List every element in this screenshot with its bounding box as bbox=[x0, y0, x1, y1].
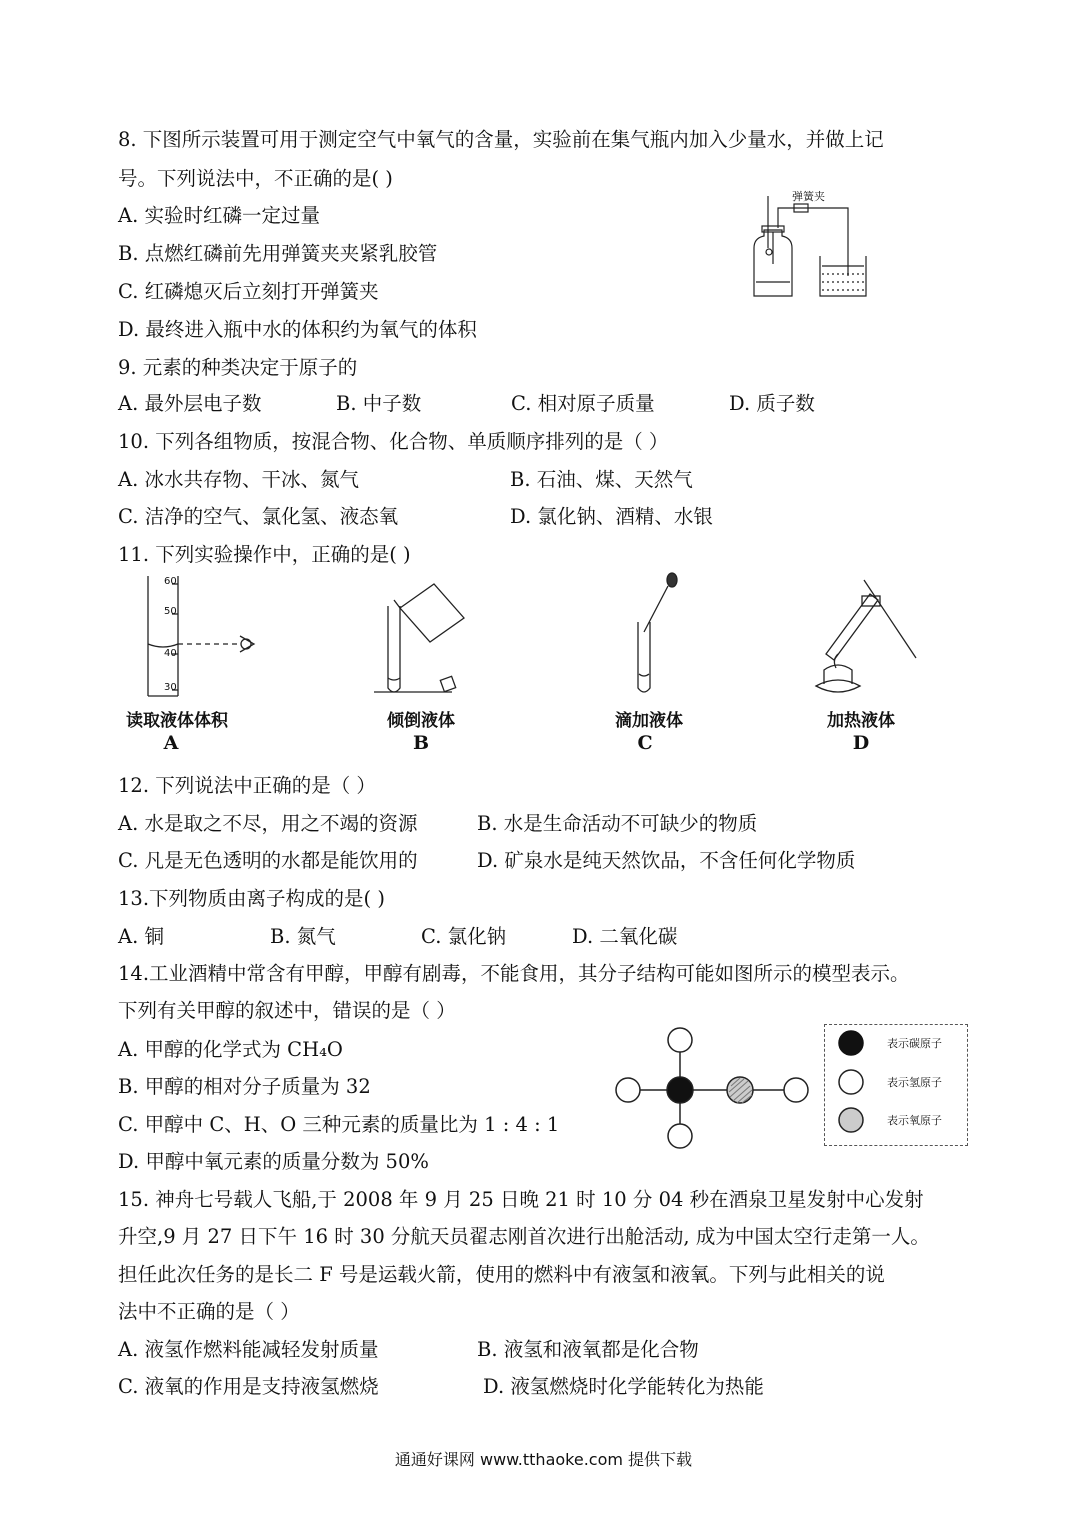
caption-c: 滴加液体 bbox=[615, 711, 683, 731]
q15-line1: 15. 神舟七号载人飞船,于 2008 年 9 月 25 日晚 21 时 10 分 04 秒在酒泉卫星发射中心发射 bbox=[118, 1188, 924, 1211]
q13-option-d: D. 二氧化碳 bbox=[572, 925, 678, 948]
q14-stem-line1: 14.工业酒精中常含有甲醇，甲醇有剧毒，不能食用，其分子结构可能如图所示的模型表示。 bbox=[118, 962, 910, 985]
q13-stem: 13.下列物质由离子构成的是( ) bbox=[118, 887, 385, 910]
caption-a: 读取液体体积 bbox=[126, 711, 228, 731]
q15-option-a: A. 液氢作燃料能减轻发射质量 bbox=[118, 1338, 379, 1361]
letter-d: D bbox=[852, 732, 870, 754]
q9-option-c: C. 相对原子质量 bbox=[511, 392, 655, 415]
q12-option-d: D. 矿泉水是纯天然饮品，不含任何化学物质 bbox=[477, 849, 856, 872]
figure-pour-liquid bbox=[372, 578, 482, 698]
q14-option-c: C. 甲醇中 C、H、O 三种元素的质量比为 1 : 4 : 1 bbox=[118, 1113, 560, 1136]
q13-option-b: B. 氮气 bbox=[270, 925, 336, 948]
q15-option-d: D. 液氢燃烧时化学能转化为热能 bbox=[483, 1375, 764, 1398]
q13-option-a: A. 铜 bbox=[118, 925, 164, 948]
spring-clip-label: 弹簧夹 bbox=[792, 190, 825, 203]
q10-stem: 10. 下列各组物质，按混合物、化合物、单质顺序排列的是（ ） bbox=[118, 430, 669, 453]
letter-b: B bbox=[412, 732, 430, 754]
legend-oxygen: 表示氧原子 bbox=[887, 1114, 942, 1127]
q15-line2: 升空,9 月 27 日下午 16 时 30 分航天员翟志刚首次进行出舱活动, 成为中国太空行走第一人。 bbox=[118, 1225, 930, 1248]
scale-40: 40 bbox=[164, 648, 177, 659]
q15-line3: 担任此次任务的是长二 F 号是运载火箭，使用的燃料中有液氢和液氧。下列与此相关的说 bbox=[118, 1263, 885, 1286]
q10-option-a: A. 冰水共存物、干冰、氮气 bbox=[118, 468, 359, 491]
caption-d: 加热液体 bbox=[827, 711, 895, 731]
q14-option-d: D. 甲醇中氧元素的质量分数为 50% bbox=[118, 1150, 429, 1173]
q8-option-c: C. 红磷熄灭后立刻打开弹簧夹 bbox=[118, 280, 379, 303]
letter-c: C bbox=[637, 732, 653, 754]
page-footer: 通通好课网 www.tthaoke.com 提供下载 bbox=[394, 1450, 693, 1469]
q8-option-b: B. 点燃红磷前先用弹簧夹夹紧乳胶管 bbox=[118, 242, 438, 265]
q14-option-b: B. 甲醇的相对分子质量为 32 bbox=[118, 1075, 371, 1098]
scale-30: 30 bbox=[164, 682, 177, 693]
q12-stem: 12. 下列说法中正确的是（ ） bbox=[118, 774, 376, 797]
q10-option-c: C. 洁净的空气、氯化氢、液态氧 bbox=[118, 505, 399, 528]
q15-option-c: C. 液氧的作用是支持液氢燃烧 bbox=[118, 1375, 379, 1398]
q12-option-a: A. 水是取之不尽，用之不竭的资源 bbox=[118, 812, 418, 835]
q15-line4: 法中不正确的是（ ） bbox=[118, 1300, 300, 1323]
q8-option-d: D. 最终进入瓶中水的体积约为氧气的体积 bbox=[118, 318, 477, 341]
methanol-model-figure bbox=[612, 1026, 812, 1152]
legend-hydrogen: 表示氢原子 bbox=[887, 1076, 942, 1089]
q8-stem-line2: 号。下列说法中，不正确的是( ) bbox=[118, 167, 393, 190]
q9-option-d: D. 质子数 bbox=[729, 392, 815, 415]
figure-heat-liquid bbox=[804, 574, 924, 699]
q9-option-b: B. 中子数 bbox=[336, 392, 422, 415]
scale-50: 50 bbox=[164, 606, 177, 617]
q12-option-c: C. 凡是无色透明的水都是能饮用的 bbox=[118, 849, 418, 872]
legend-carbon: 表示碳原子 bbox=[887, 1037, 942, 1050]
atom-legend bbox=[824, 1024, 968, 1146]
q9-stem: 9. 元素的种类决定于原子的 bbox=[118, 356, 358, 379]
q12-option-b: B. 水是生命活动不可缺少的物质 bbox=[477, 812, 758, 835]
q8-stem-line1: 8. 下图所示装置可用于测定空气中氧气的含量，实验前在集气瓶内加入少量水，并做上记 bbox=[118, 128, 884, 151]
scale-60: 60 bbox=[164, 576, 177, 587]
q14-option-a: A. 甲醇的化学式为 CH₄O bbox=[118, 1038, 343, 1061]
q10-option-b: B. 石油、煤、天然气 bbox=[510, 468, 693, 491]
q8-option-a: A. 实验时红磷一定过量 bbox=[118, 204, 320, 227]
figure-read-volume bbox=[128, 574, 278, 699]
letter-a: A bbox=[163, 732, 179, 754]
q15-option-b: B. 液氢和液氧都是化合物 bbox=[477, 1338, 699, 1361]
caption-b: 倾倒液体 bbox=[387, 711, 455, 731]
q11-stem: 11. 下列实验操作中，正确的是( ) bbox=[118, 543, 411, 566]
q9-option-a: A. 最外层电子数 bbox=[118, 392, 262, 415]
q10-option-d: D. 氯化钠、酒精、水银 bbox=[510, 505, 713, 528]
figure-drop-liquid bbox=[624, 572, 684, 700]
oxygen-apparatus-figure bbox=[742, 186, 872, 306]
q13-option-c: C. 氯化钠 bbox=[421, 925, 507, 948]
q14-stem-line2: 下列有关甲醇的叙述中，错误的是（ ） bbox=[118, 999, 456, 1022]
